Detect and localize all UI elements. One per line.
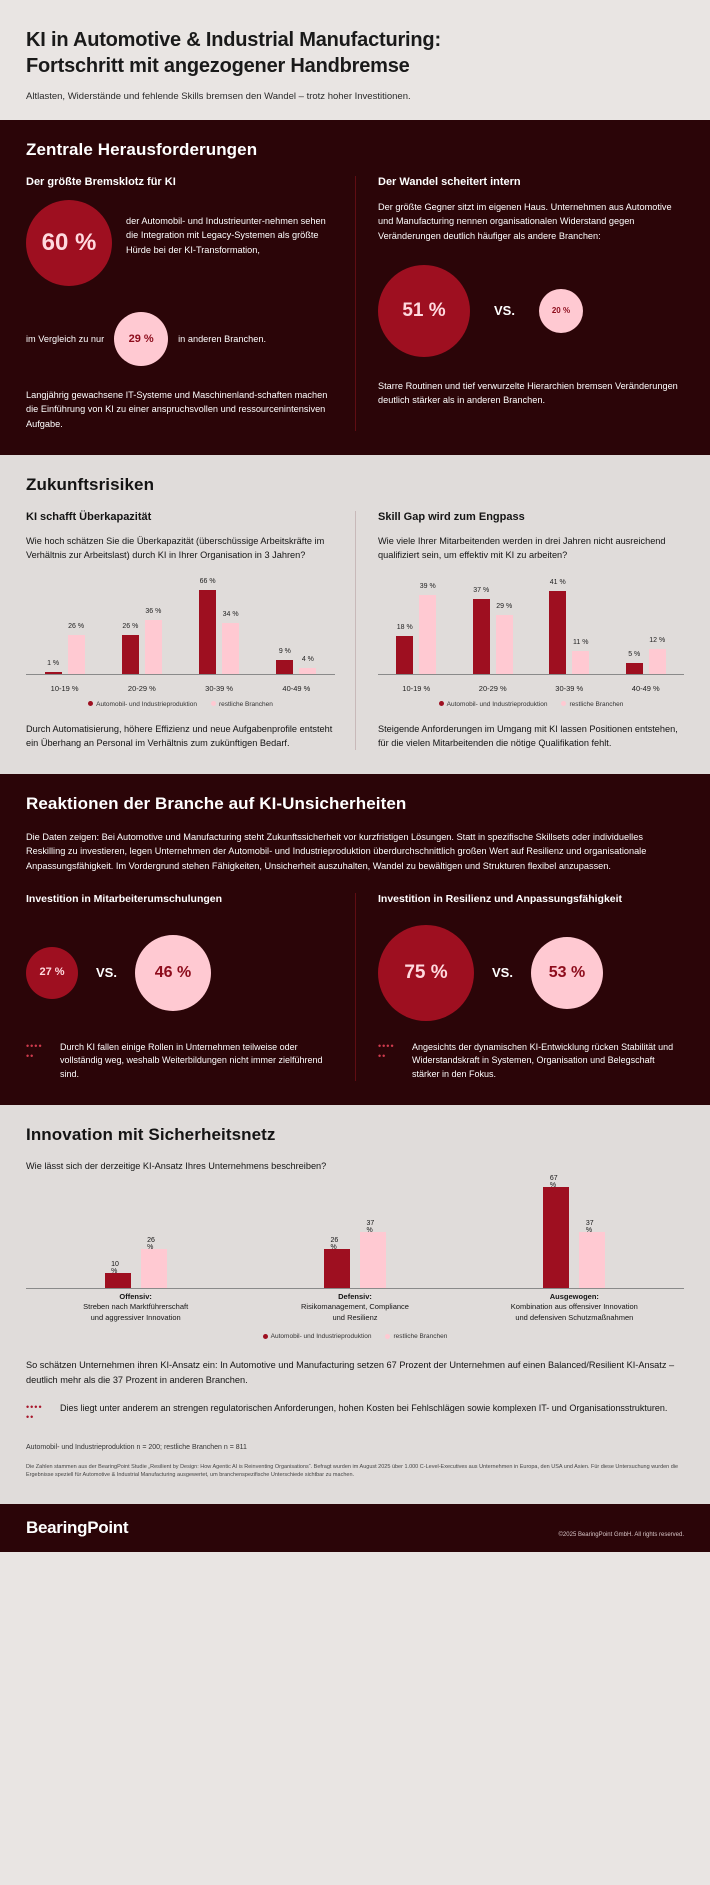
x-tick-sub2: und defensiven Schutzmaßnahmen — [515, 1312, 634, 1322]
bar-label: 37 % — [366, 1220, 375, 1235]
bar-label: 26 % — [330, 1237, 339, 1252]
x-tick-title: Ausgewogen: — [549, 1291, 599, 1301]
section-innovation — [0, 1105, 710, 1503]
innovation-sample-size: Automobil- und Industrieproduktion n = 200; restliche Branchen n = 811 — [26, 1443, 247, 1451]
innovation-conclusion: So schätzen Unternehmen ihren KI-Ansatz ein: In Automotive und Manufacturing setzen 67 Prozent der Unternehmen auf einen Balanced/Resilient KI-Ansatz – deutlich mehr als die 37 Prozent in anderen Branchen. — [26, 1360, 675, 1385]
bar-label: 39 % — [419, 582, 436, 590]
chart-overcapacity — [26, 579, 335, 697]
legend-label: Automobil- und Industrieproduktion — [446, 700, 548, 708]
x-tick-label: 40-49 % — [631, 683, 660, 693]
challenges-left-heading: Der größte Bremsklotz für KI — [26, 176, 176, 189]
challenges-right-column — [355, 176, 684, 431]
stat-circle-75: 75 % — [378, 925, 474, 1021]
chart-axis — [378, 674, 684, 675]
challenges-left-footnote: Langjährig gewachsene IT-Systeme und Maschinenland-schaften machen die Einführung von KI zu einer anspruchsvollen und ressourcenintensiven Aufgabe. — [26, 390, 328, 429]
bar-label: 11 % — [573, 638, 589, 646]
page-title-line2: Fortschritt mit angezogener Handbremse — [26, 54, 410, 77]
risks-left-question: Wie hoch schätzen Sie die Überkapazität (überschüssige Arbeitskräfte im Verhältnis zur Arbeitslast) durch KI in Ihrer Organisation in 3 Jahren? — [26, 535, 325, 560]
bar-label: 26 % — [122, 622, 139, 630]
challenges-left-column — [26, 176, 355, 431]
legend-item-industry — [263, 1333, 372, 1340]
challenges-compare-post: in anderen Branchen. — [178, 334, 266, 345]
chart-ai-approach — [26, 1175, 684, 1329]
legend-swatch-icon — [385, 1334, 390, 1339]
bar-label: 18 % — [396, 623, 413, 631]
challenges-right-text: Der größte Gegner sitzt im eigenen Haus. Unternehmen aus Automotive und Manufacturing nennen organisationalen Widerstand gegen Veränderungen deutlich häufiger als andere Branchen: — [378, 202, 672, 241]
dots-icon: •••• •• — [26, 1401, 43, 1422]
x-tick-sub1: Kombination aus offensiver Innovation — [510, 1302, 638, 1312]
legend-item-other — [211, 701, 273, 708]
section-risks-title: Zukunftsrisiken — [26, 474, 155, 494]
bar-label: 12 % — [649, 636, 666, 644]
bar-label: 9 % — [278, 647, 291, 655]
legend-item-other — [385, 1333, 447, 1340]
challenges-right-footnote: Starre Routinen und tief verwurzelte Hierarchien bremsen Veränderungen deutlich stärker als in anderen Branchen. — [378, 380, 678, 406]
risks-right-heading: Skill Gap wird zum Engpass — [378, 510, 525, 523]
x-tick-label: 10-19 % — [402, 683, 431, 693]
x-tick-label: 30-39 % — [555, 683, 584, 693]
risks-right-question: Wie viele Ihrer Mitarbeitenden werden in drei Jahren nicht ausreichend qualifiziert sein, um effektiv mit KI zu arbeiten? — [378, 535, 666, 560]
legend-label: restliche Branchen — [569, 700, 624, 708]
risks-left-conclusion: Durch Automatisierung, höhere Effizienz und neue Aufgabenprofile entsteht ein Überhang an Personal im Verhältnis zum zukünftigen Bedarf. — [26, 723, 333, 748]
challenges-right-heading: Der Wandel scheitert intern — [378, 176, 521, 189]
legend-swatch-icon — [561, 701, 566, 706]
legend-label: restliche Branchen — [393, 1333, 448, 1341]
risks-left-heading: KI schafft Überkapazität — [26, 510, 152, 523]
challenges-left-circle-text: der Automobil- und Industrieunter-nehmen sehen die Integration mit Legacy-Systemen als größte Hürde bei der KI-Transformation, — [126, 216, 326, 255]
x-tick-label: 30-39 % — [205, 683, 234, 693]
x-tick-sub2: und aggressiver Innovation — [90, 1312, 181, 1322]
challenges-compare-pre: im Vergleich zu nur — [26, 334, 105, 345]
bar-label: 37 % — [473, 586, 490, 594]
x-tick-label-offensive — [26, 1292, 245, 1324]
x-tick-label: 20-29 % — [127, 683, 156, 693]
bar-label: 26 % — [68, 622, 85, 630]
chart-axis — [26, 1288, 684, 1289]
stat-circle-53: 53 % — [531, 937, 603, 1009]
section-challenges — [0, 120, 710, 455]
x-tick-label: 40-49 % — [282, 683, 311, 693]
section-challenges-title: Zentrale Herausforderungen — [26, 140, 258, 160]
section-reactions-title: Reaktionen der Branche auf KI-Unsicherheiten — [26, 794, 407, 814]
bar-label: 26 % — [147, 1237, 155, 1252]
chart-legend — [26, 1333, 684, 1340]
x-tick-title: Offensiv: — [119, 1291, 152, 1301]
reactions-right-column — [355, 893, 684, 1082]
x-tick-sub1: Risikomanagement, Compliance — [301, 1302, 409, 1312]
bar-label: 41 % — [549, 578, 566, 586]
page-subtitle: Altlasten, Widerstände und fehlende Skills bremsen den Wandel – trotz hoher Investitionen. — [26, 91, 411, 103]
chart-axis — [26, 674, 335, 675]
bar-label: 67 % — [549, 1175, 558, 1190]
x-tick-label: 10-19 % — [50, 683, 79, 693]
bar-label: 29 % — [496, 602, 513, 610]
dots-icon: •••• •• — [378, 1040, 395, 1061]
bar-label: 10 % — [111, 1261, 119, 1276]
risks-left-column — [26, 511, 355, 750]
reactions-left-heading: Investition in Mitarbeiterumschulungen — [26, 892, 223, 905]
innovation-source: Die Zahlen stammen aus der BearingPoint Studie „Resilient by Design: How Agentic AI is Reinventing Organisations“. Befragt wurden im August 2025 über 1.000 C-Level-Executives aus Unternehmen in Europa, den USA und Asien. Für diese Untersuchung wurden die Ergebnisse speziell für Automotive & Industrial Manufacturing ausgewertet, um branchenspezifische Unterschiede sichtbar zu machen. — [26, 1464, 679, 1479]
stat-circle-46: 46 % — [135, 935, 211, 1011]
chart-skillgap — [378, 579, 684, 697]
x-tick-label-balanced — [465, 1292, 684, 1324]
legend-swatch-icon — [439, 701, 444, 706]
legend-swatch-icon — [263, 1334, 268, 1339]
stat-circle-60: 60 % — [26, 200, 112, 286]
legend-label: Automobil- und Industrieproduktion — [270, 1333, 372, 1341]
reactions-left-column — [26, 893, 355, 1082]
vs-label-reactions-right: VS. — [492, 965, 513, 981]
innovation-note: Dies liegt unter anderem an strengen regulatorischen Anforderungen, hohen Kosten bei Fehlschlägen sowie komplexen IT- und Organisationsstrukturen. — [60, 1402, 668, 1413]
x-tick-sub2: und Resilienz — [332, 1312, 378, 1322]
bar-label: 66 % — [199, 577, 216, 585]
vs-label-reactions-left: VS. — [96, 965, 117, 981]
chart-legend — [378, 701, 684, 708]
legend-item-other — [561, 701, 623, 708]
x-tick-label-defensive — [245, 1292, 464, 1324]
dots-icon: •••• •• — [26, 1040, 43, 1061]
stat-circle-20: 20 % — [539, 289, 583, 333]
legend-swatch-icon — [88, 701, 93, 706]
legend-swatch-icon — [211, 701, 216, 706]
page-title-line1: KI in Automotive & Industrial Manufacturing: — [26, 29, 441, 51]
reactions-intro: Die Daten zeigen: Bei Automotive und Manufacturing steht Zukunftssicherheit vor kurzfristigen Lösungen. Statt in spezifische Skillsets oder individuelles Reskilling zu investieren, legen Unternehmen der Automobil- und Industrieproduktion überdurchschnittlich großen Wert auf Resilienz und organisationale Anpassungsfähigkeit. Im Vordergrund stehen Fähigkeiten, Unsicherheit auszuhalten, Wandel zu bewältigen und Strukturen flexibel anzupassen. — [26, 832, 647, 871]
x-tick-label: 20-29 % — [478, 683, 507, 693]
brand-logo: BearingPoint — [26, 1517, 129, 1537]
section-reactions — [0, 774, 710, 1105]
bar-label: 34 % — [222, 610, 239, 618]
bar-label: 36 % — [145, 607, 162, 615]
x-tick-sub1: Streben nach Marktführerschaft — [83, 1302, 189, 1312]
bar-label: 37 % — [585, 1220, 594, 1235]
page-footer — [0, 1504, 710, 1552]
legend-item-industry — [88, 701, 197, 708]
page-title — [26, 28, 684, 79]
section-innovation-title: Innovation mit Sicherheitsnetz — [26, 1125, 276, 1145]
stat-circle-29: 29 % — [114, 312, 168, 366]
reactions-left-note: Durch KI fallen einige Rollen in Unternehmen teilweise oder vollständig weg, weshalb Weiterbildungen nicht immer zielführend sind. — [60, 1041, 323, 1079]
x-tick-title: Defensiv: — [338, 1291, 372, 1301]
stat-circle-27: 27 % — [26, 947, 78, 999]
risks-right-conclusion: Steigende Anforderungen im Umgang mit KI lassen Positionen entstehen, für die vielen Mitarbeitenden die nötige Qualifikation fehlt. — [378, 723, 678, 748]
section-risks — [0, 455, 710, 774]
chart-legend — [26, 701, 335, 708]
innovation-question: Wie lässt sich der derzeitige KI-Ansatz Ihres Unternehmens beschreiben? — [26, 1161, 327, 1172]
reactions-right-heading: Investition in Resilienz und Anpassungsfähigkeit — [378, 892, 623, 905]
legend-label: Automobil- und Industrieproduktion — [96, 700, 197, 708]
bar-label: 4 % — [301, 655, 314, 663]
vs-label-challenges: VS. — [494, 303, 515, 319]
copyright-text: ©2025 BearingPoint GmbH. All rights reserved. — [558, 1531, 684, 1538]
legend-label: restliche Branchen — [218, 700, 273, 708]
bar-label: 1 % — [47, 660, 60, 668]
reactions-right-note: Angesichts der dynamischen KI-Entwicklung rücken Stabilität und Widerstandskraft in Systemen, Organisation und Belegschaft stärker in den Fokus. — [412, 1041, 674, 1079]
stat-circle-51: 51 % — [378, 265, 470, 357]
bar-label: 5 % — [628, 650, 641, 658]
page-header — [0, 0, 710, 120]
legend-item-industry — [439, 701, 548, 708]
risks-right-column — [355, 511, 684, 750]
